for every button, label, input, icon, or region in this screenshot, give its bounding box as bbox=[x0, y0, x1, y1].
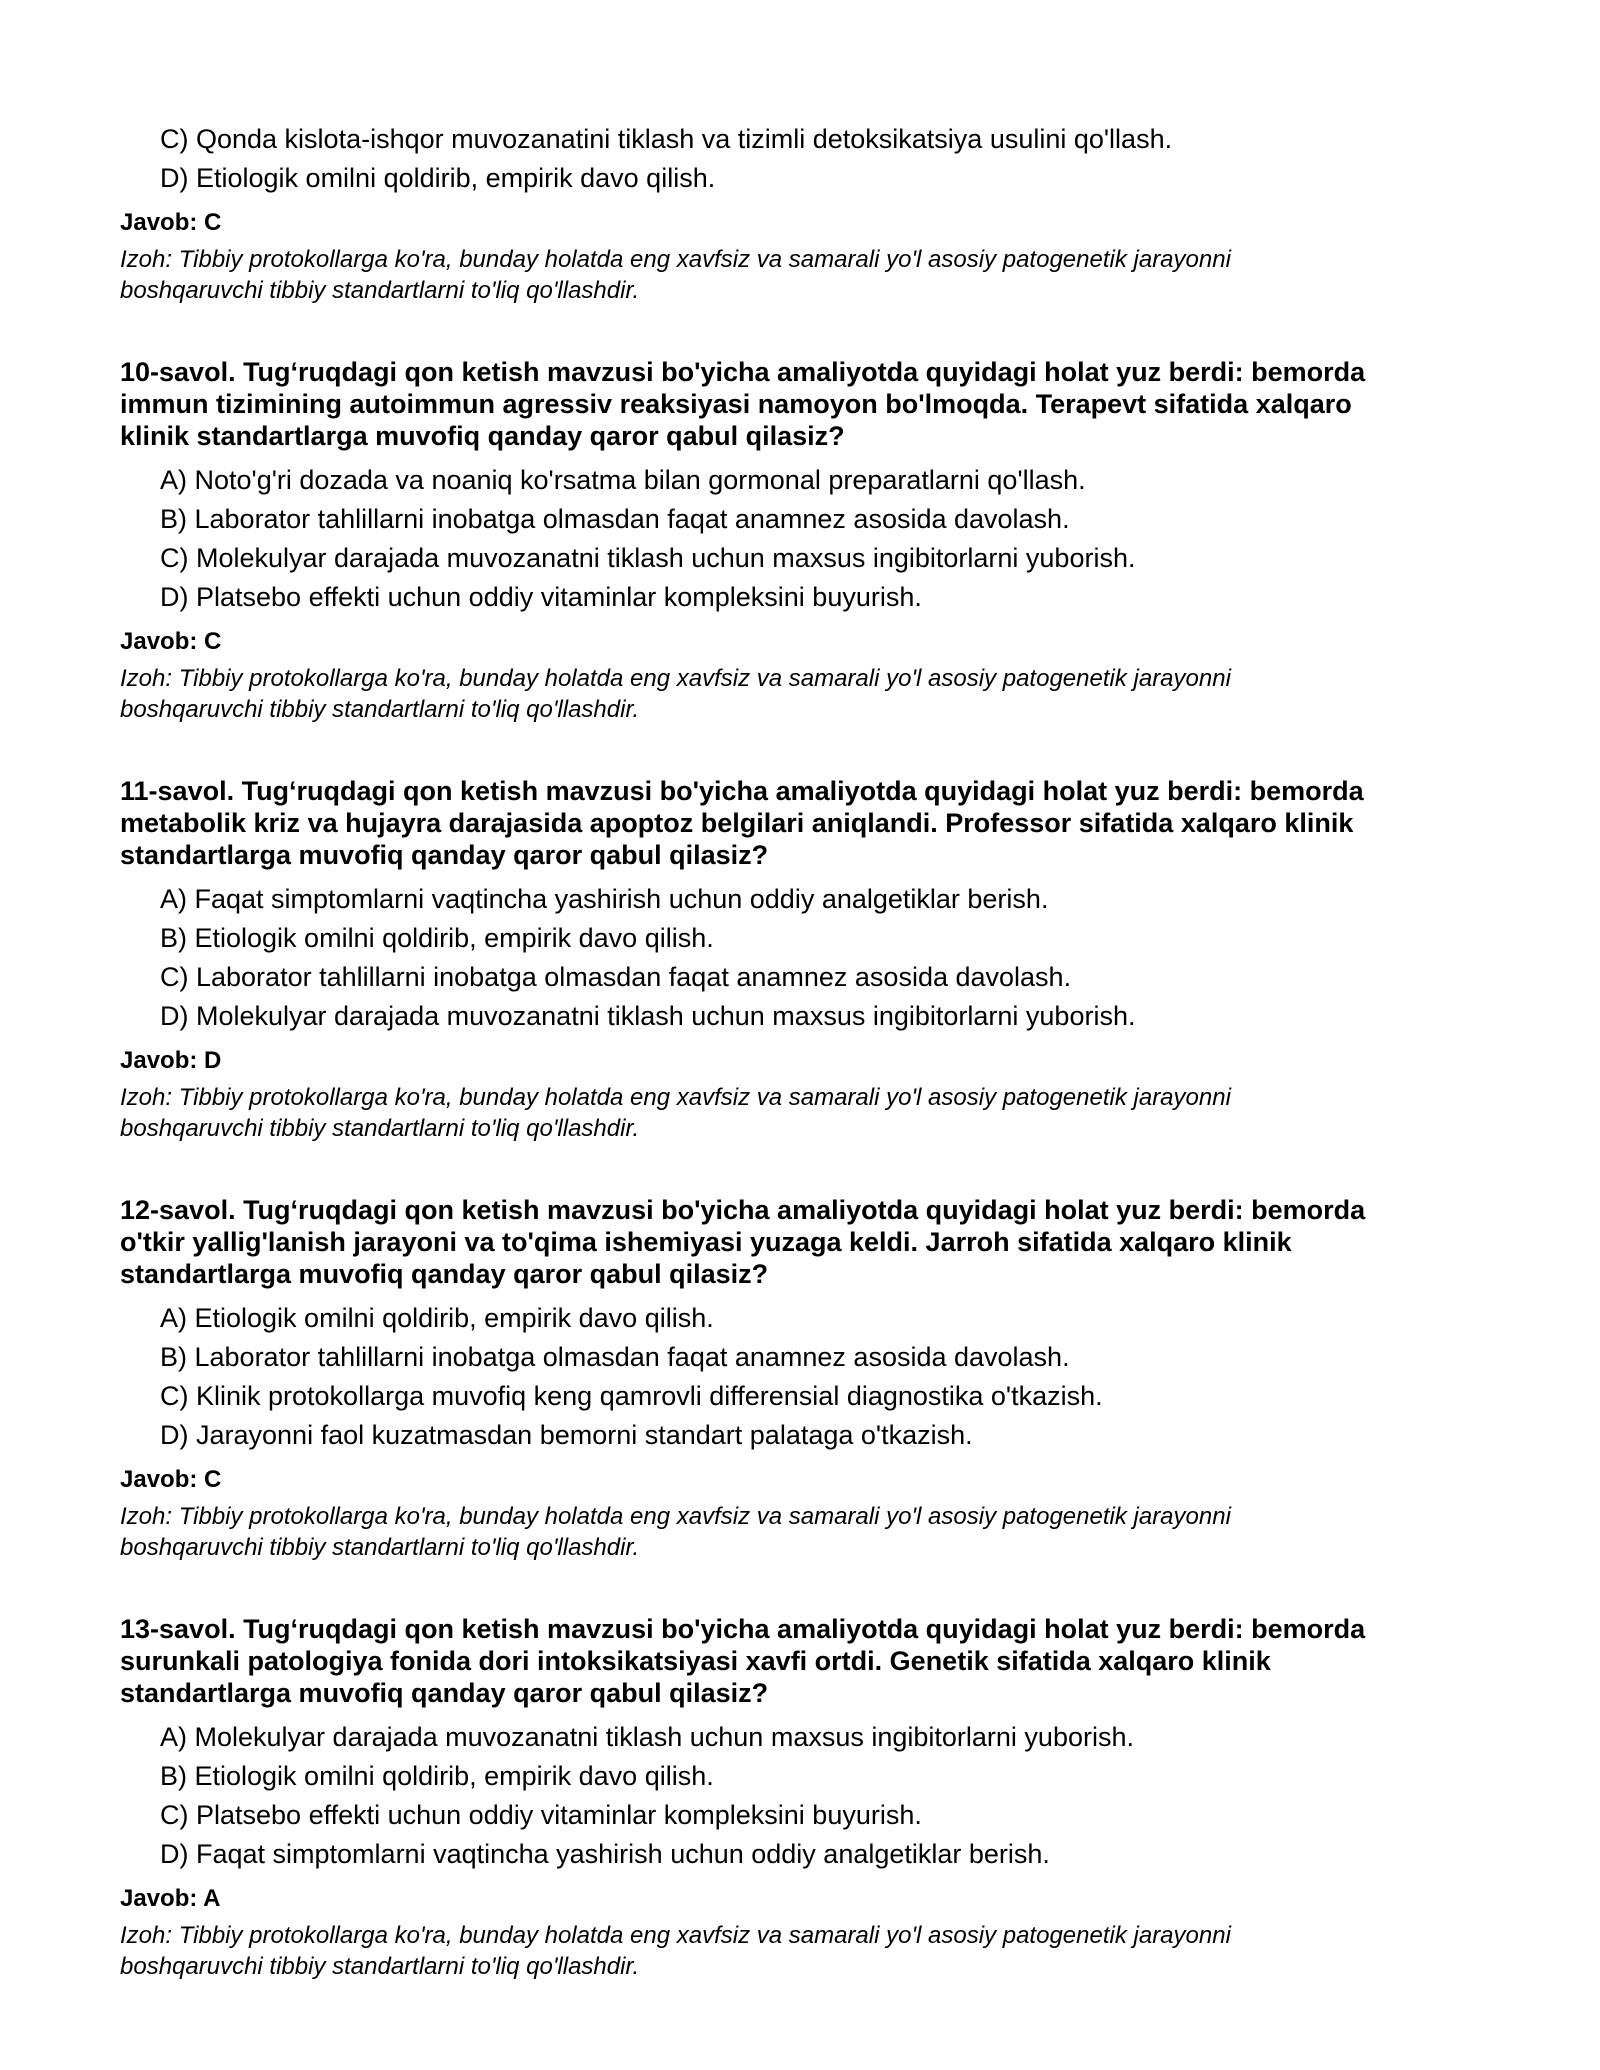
question-line: 10-savol. Tug‘ruqdagi qon ketish mavzusi bo'yicha amaliyotda quyidagi holat yuz berdi: bemorda bbox=[120, 357, 1366, 387]
note-line: Izoh: Tibbiy protokollarga ko'ra, bunday holatda eng xavfsiz va samarali yo'l asosiy patogenetik jarayonni bbox=[120, 1503, 1231, 1530]
answer-options bbox=[120, 1718, 1480, 1874]
option-c: C) Qonda kislota-ishqor muvozanatini tiklash va tizimli detoksikatsiya usulini qo'llash. bbox=[160, 124, 1173, 154]
question-text bbox=[120, 1194, 1480, 1290]
option-b: B) Laborator tahlillarni inobatga olmasdan faqat anamnez asosida davolash. bbox=[160, 504, 1070, 534]
question-12 bbox=[120, 1194, 1480, 1563]
note-line: Izoh: Tibbiy protokollarga ko'ra, bunday holatda eng xavfsiz va samarali yo'l asosiy patogenetik jarayonni bbox=[120, 246, 1231, 273]
question-line: 12-savol. Tug‘ruqdagi qon ketish mavzusi bo'yicha amaliyotda quyidagi holat yuz berdi: bemorda bbox=[120, 1195, 1366, 1225]
question-line: 11-savol. Tug‘ruqdagi qon ketish mavzusi bo'yicha amaliyotda quyidagi holat yuz berdi: bemorda bbox=[120, 776, 1364, 806]
answer-options bbox=[120, 880, 1480, 1036]
document-page bbox=[120, 120, 1480, 1982]
question-line: surunkali patologiya fonida dori intoksikatsiyasi xavfi ortdi. Genetik sifatida xalqaro klinik bbox=[120, 1646, 1271, 1676]
note-line: boshqaruvchi tibbiy standartlarni to'liq qo'llashdir. bbox=[120, 1953, 640, 1980]
option-a: A) Noto'g'ri dozada va noaniq ko'rsatma bilan gormonal preparatlarni qo'llash. bbox=[160, 465, 1086, 495]
note-line: boshqaruvchi tibbiy standartlarni to'liq qo'llashdir. bbox=[120, 277, 640, 304]
answer-options bbox=[120, 1299, 1480, 1455]
question-13 bbox=[120, 1613, 1480, 1982]
note-line: Izoh: Tibbiy protokollarga ko'ra, bunday holatda eng xavfsiz va samarali yo'l asosiy patogenetik jarayonni bbox=[120, 1084, 1231, 1111]
question-line: standartlarga muvofiq qanday qaror qabul qilasiz? bbox=[120, 840, 769, 870]
option-d: D) Faqat simptomlarni vaqtincha yashirish uchun oddiy analgetiklar berish. bbox=[160, 1839, 1050, 1869]
note-line: Izoh: Tibbiy protokollarga ko'ra, bunday holatda eng xavfsiz va samarali yo'l asosiy patogenetik jarayonni bbox=[120, 1922, 1231, 1949]
question-line: immun tizimining autoimmun agressiv reaksiyasi namoyon bo'lmoqda. Terapevt sifatida xalqaro bbox=[120, 389, 1352, 419]
option-a: A) Faqat simptomlarni vaqtincha yashirish uchun oddiy analgetiklar berish. bbox=[160, 884, 1049, 914]
question-10 bbox=[120, 356, 1480, 725]
question-11 bbox=[120, 775, 1480, 1144]
option-a: A) Molekulyar darajada muvozanatni tiklash uchun maxsus ingibitorlarni yuborish. bbox=[160, 1722, 1134, 1752]
note-line: boshqaruvchi tibbiy standartlarni to'liq qo'llashdir. bbox=[120, 696, 640, 723]
answer-key: Javob: C bbox=[120, 209, 222, 236]
question-line: metabolik kriz va hujayra darajasida apoptoz belgilari aniqlandi. Professor sifatida xalqaro klinik bbox=[120, 808, 1354, 838]
answer-options bbox=[120, 120, 1480, 198]
answer-options bbox=[120, 461, 1480, 617]
question-text bbox=[120, 356, 1480, 452]
question-line: standartlarga muvofiq qanday qaror qabul qilasiz? bbox=[120, 1678, 769, 1708]
option-b: B) Laborator tahlillarni inobatga olmasdan faqat anamnez asosida davolash. bbox=[160, 1342, 1070, 1372]
option-b: B) Etiologik omilni qoldirib, empirik davo qilish. bbox=[160, 923, 714, 953]
explanation-note bbox=[120, 244, 1480, 306]
answer-key: Javob: D bbox=[120, 1047, 222, 1074]
question-line: 13-savol. Tug‘ruqdagi qon ketish mavzusi bo'yicha amaliyotda quyidagi holat yuz berdi: bemorda bbox=[120, 1614, 1366, 1644]
explanation-note bbox=[120, 1082, 1480, 1144]
question-9-continuation bbox=[120, 120, 1480, 306]
option-d: D) Platsebo effekti uchun oddiy vitaminlar kompleksini buyurish. bbox=[160, 582, 922, 612]
option-b: B) Etiologik omilni qoldirib, empirik davo qilish. bbox=[160, 1761, 714, 1791]
question-line: o'tkir yallig'lanish jarayoni va to'qima ishemiyasi yuzaga keldi. Jarroh sifatida xalqaro klinik bbox=[120, 1227, 1292, 1257]
explanation-note bbox=[120, 1501, 1480, 1563]
option-a: A) Etiologik omilni qoldirib, empirik davo qilish. bbox=[160, 1303, 714, 1333]
question-line: standartlarga muvofiq qanday qaror qabul qilasiz? bbox=[120, 1259, 769, 1289]
question-text bbox=[120, 1613, 1480, 1709]
answer-key: Javob: C bbox=[120, 628, 222, 655]
answer-key: Javob: A bbox=[120, 1885, 221, 1912]
note-line: boshqaruvchi tibbiy standartlarni to'liq qo'llashdir. bbox=[120, 1115, 640, 1142]
option-c: C) Molekulyar darajada muvozanatni tiklash uchun maxsus ingibitorlarni yuborish. bbox=[160, 543, 1136, 573]
option-d: D) Jarayonni faol kuzatmasdan bemorni standart palataga o'tkazish. bbox=[160, 1420, 973, 1450]
note-line: Izoh: Tibbiy protokollarga ko'ra, bunday holatda eng xavfsiz va samarali yo'l asosiy patogenetik jarayonni bbox=[120, 665, 1231, 692]
question-text bbox=[120, 775, 1480, 871]
explanation-note bbox=[120, 1920, 1480, 1982]
option-d: D) Molekulyar darajada muvozanatni tiklash uchun maxsus ingibitorlarni yuborish. bbox=[160, 1001, 1136, 1031]
explanation-note bbox=[120, 663, 1480, 725]
answer-key: Javob: C bbox=[120, 1466, 222, 1493]
option-c: C) Klinik protokollarga muvofiq keng qamrovli differensial diagnostika o'tkazish. bbox=[160, 1381, 1103, 1411]
option-c: C) Laborator tahlillarni inobatga olmasdan faqat anamnez asosida davolash. bbox=[160, 962, 1072, 992]
note-line: boshqaruvchi tibbiy standartlarni to'liq qo'llashdir. bbox=[120, 1534, 640, 1561]
option-d: D) Etiologik omilni qoldirib, empirik davo qilish. bbox=[160, 163, 716, 193]
question-line: klinik standartlarga muvofiq qanday qaror qabul qilasiz? bbox=[120, 421, 845, 451]
option-c: C) Platsebo effekti uchun oddiy vitaminlar kompleksini buyurish. bbox=[160, 1800, 922, 1830]
